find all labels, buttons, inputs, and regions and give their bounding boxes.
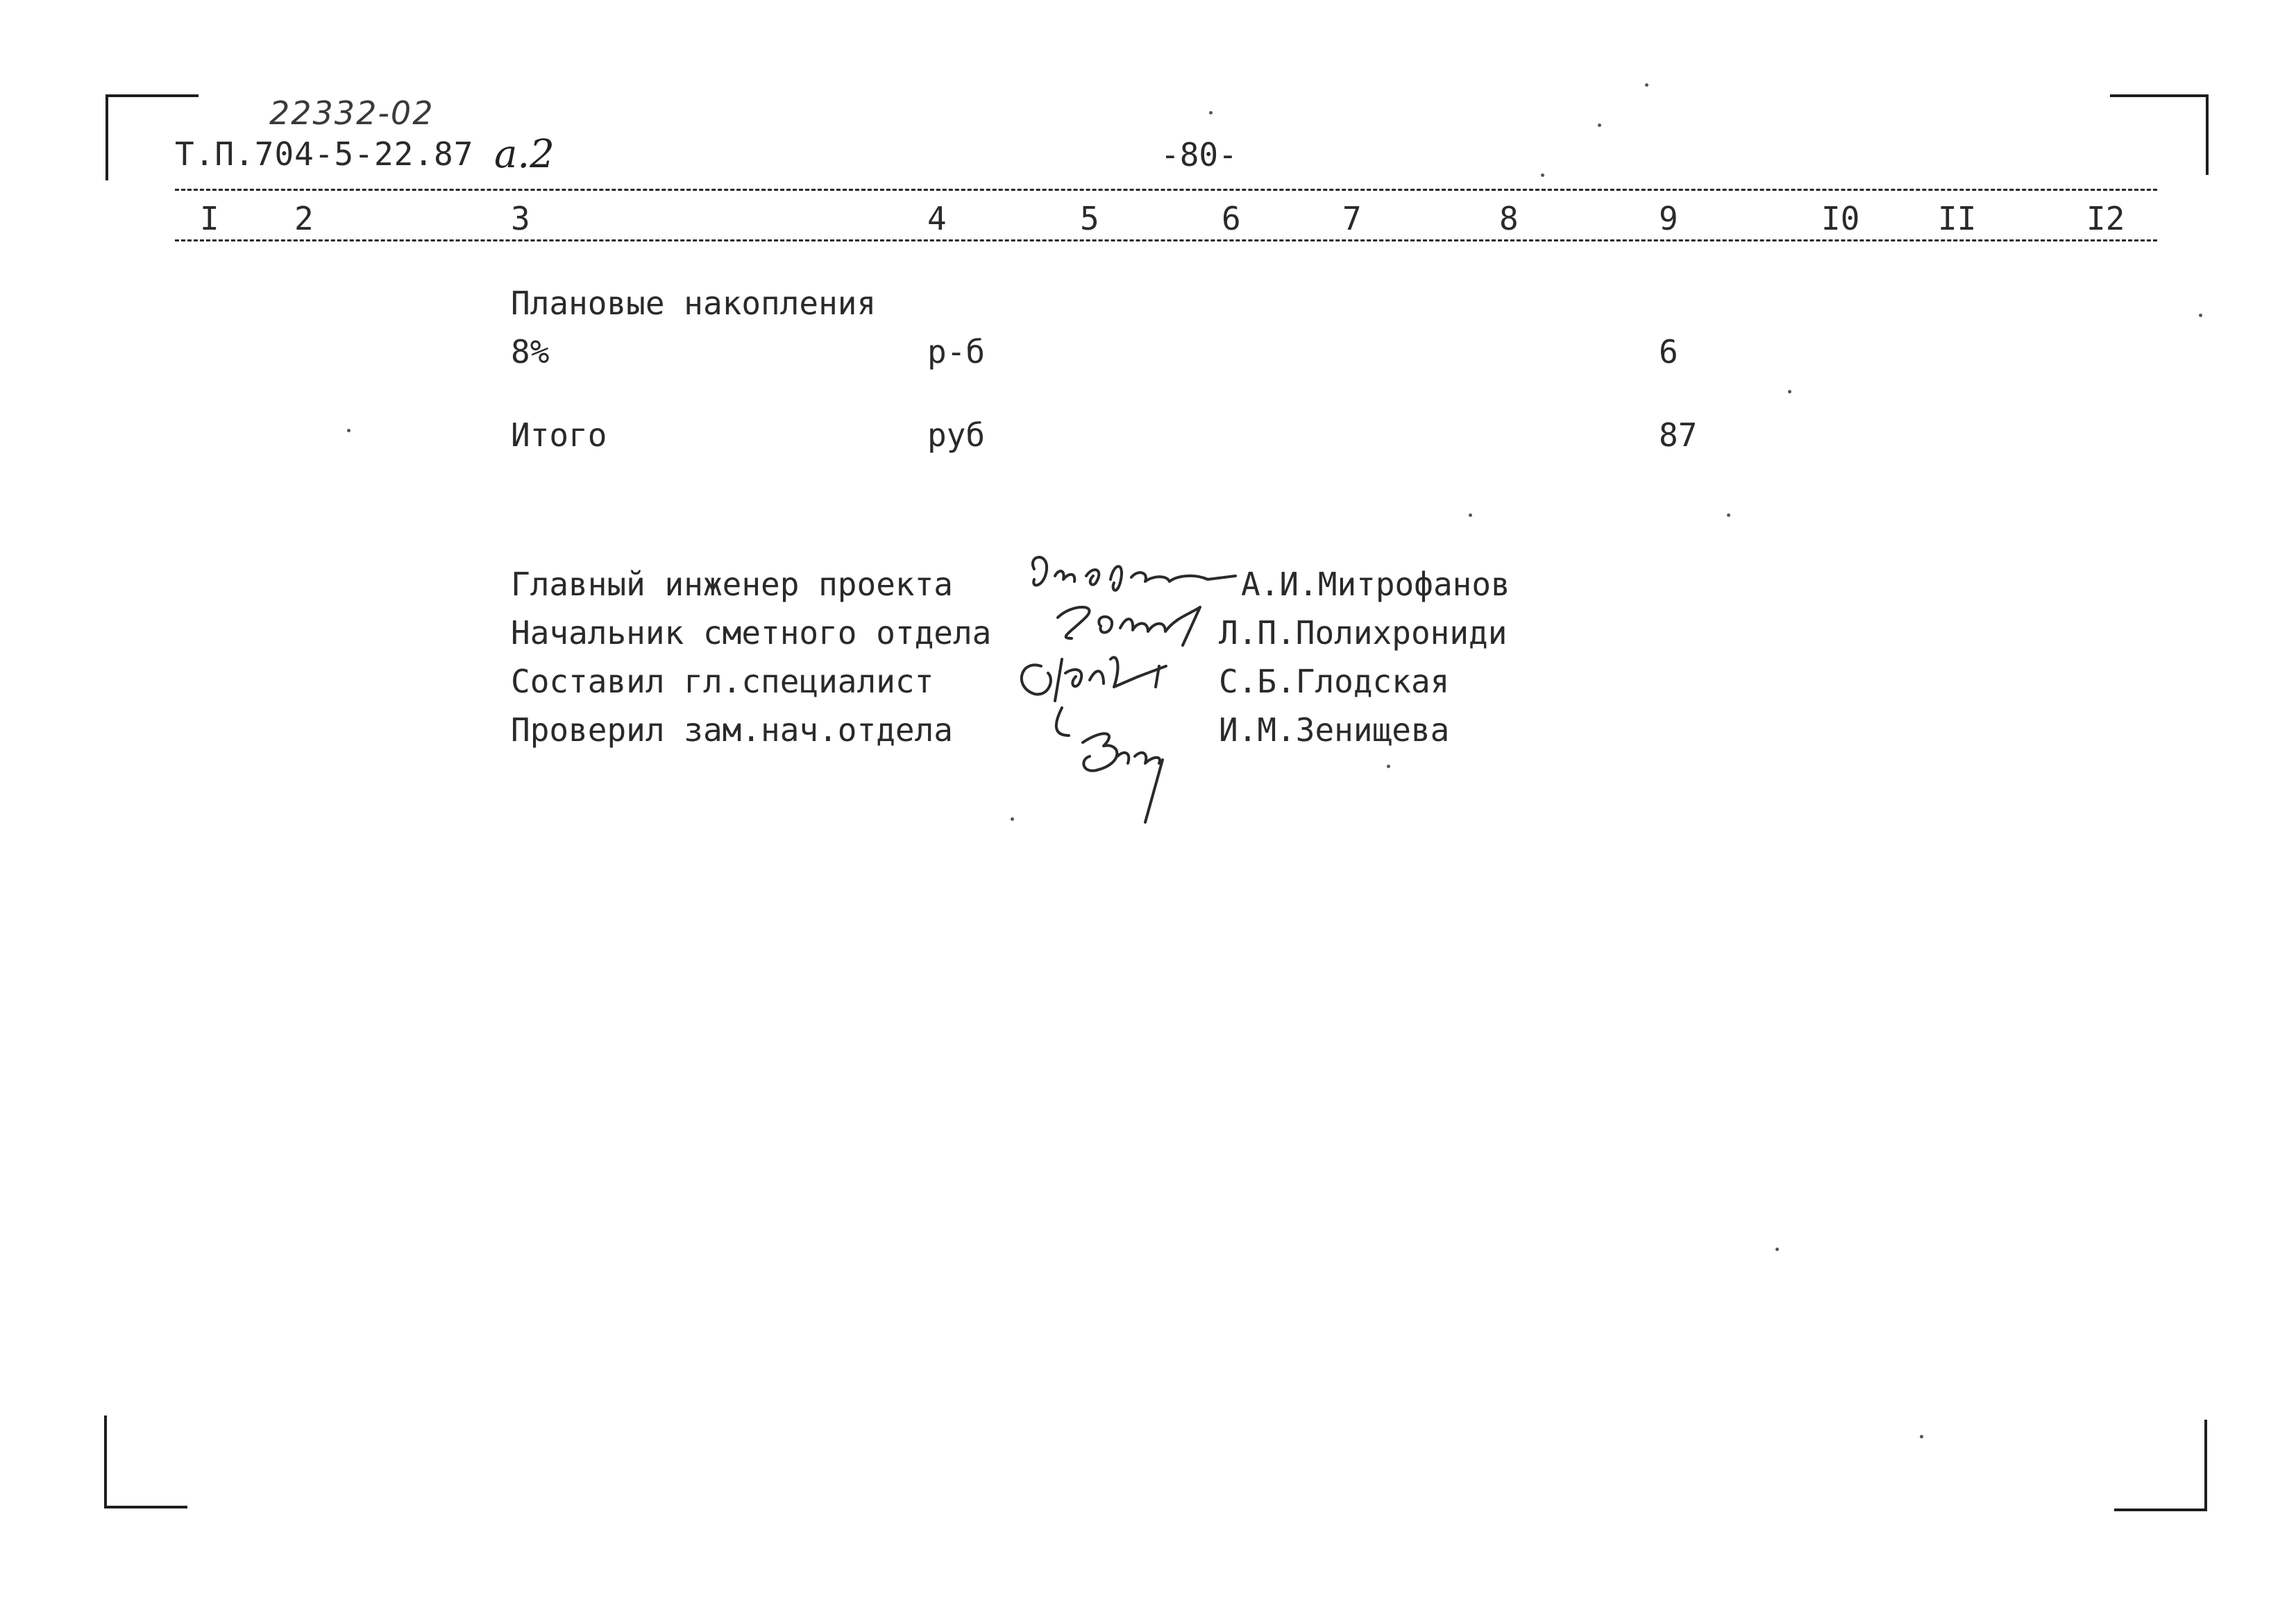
signatory-name: Л.П.Полихрониди	[1219, 614, 1508, 652]
row-name: Плановые накопления	[511, 284, 877, 322]
scan-speck	[1011, 817, 1014, 821]
column-number: I	[200, 200, 219, 237]
signatory-role: Главный инженер проекта	[511, 566, 953, 603]
column-number: 6	[1222, 200, 1241, 237]
sheet-mark: а.2	[494, 132, 555, 177]
frame-corner-bottom-right	[2114, 1420, 2207, 1511]
scan-speck	[1645, 83, 1648, 87]
table-header-bottom-rule	[175, 239, 2157, 241]
column-number: 8	[1499, 200, 1519, 237]
column-number: 4	[927, 200, 947, 237]
signatory-name: А.И.Митрофанов	[1241, 566, 1510, 603]
signatory-name: И.М.Зенищева	[1219, 711, 1450, 749]
column-number: I0	[1821, 200, 1860, 237]
column-number: 3	[511, 200, 530, 237]
scan-speck	[1788, 390, 1791, 393]
scan-speck	[1727, 513, 1730, 517]
scan-speck	[2199, 314, 2202, 317]
scan-speck	[1775, 1248, 1779, 1251]
column-number: 2	[294, 200, 314, 237]
scan-speck	[347, 429, 351, 432]
row-unit: руб	[927, 416, 986, 454]
column-number: I2	[2086, 200, 2125, 237]
row-value: 6	[1659, 333, 1678, 371]
column-number: 5	[1080, 200, 1099, 237]
signature-deputy-head	[1041, 694, 1194, 833]
scan-speck	[1469, 513, 1472, 517]
scan-speck	[1387, 765, 1390, 768]
column-number: 7	[1342, 200, 1362, 237]
row-name: Итого	[511, 416, 607, 454]
table-header-top-rule	[175, 189, 2157, 191]
signatory-name: С.Б.Глодская	[1219, 663, 1450, 700]
scan-speck	[1920, 1435, 1923, 1438]
signatory-role: Составил гл.специалист	[511, 663, 934, 700]
column-number: II	[1938, 200, 1977, 237]
signature-chief-engineer	[1027, 548, 1249, 604]
row-detail: 8%	[511, 333, 550, 371]
signatory-role: Начальник сметного отдела	[511, 614, 992, 652]
scan-speck	[1541, 173, 1544, 177]
scan-speck	[1598, 124, 1601, 127]
column-number: 9	[1659, 200, 1678, 237]
signatory-role: Проверил зам.нач.отдела	[511, 711, 953, 749]
signature-estimating-head	[1044, 597, 1238, 652]
scan-speck	[1209, 111, 1213, 114]
row-unit: р-б	[927, 333, 986, 371]
frame-corner-bottom-left	[104, 1416, 187, 1508]
frame-corner-top-right	[2110, 94, 2209, 175]
page-number: -80-	[1160, 136, 1238, 173]
document-number: 22332-02	[269, 94, 434, 132]
project-code: Т.П.704-5-22.87	[175, 135, 474, 173]
row-value: 87	[1659, 416, 1698, 454]
